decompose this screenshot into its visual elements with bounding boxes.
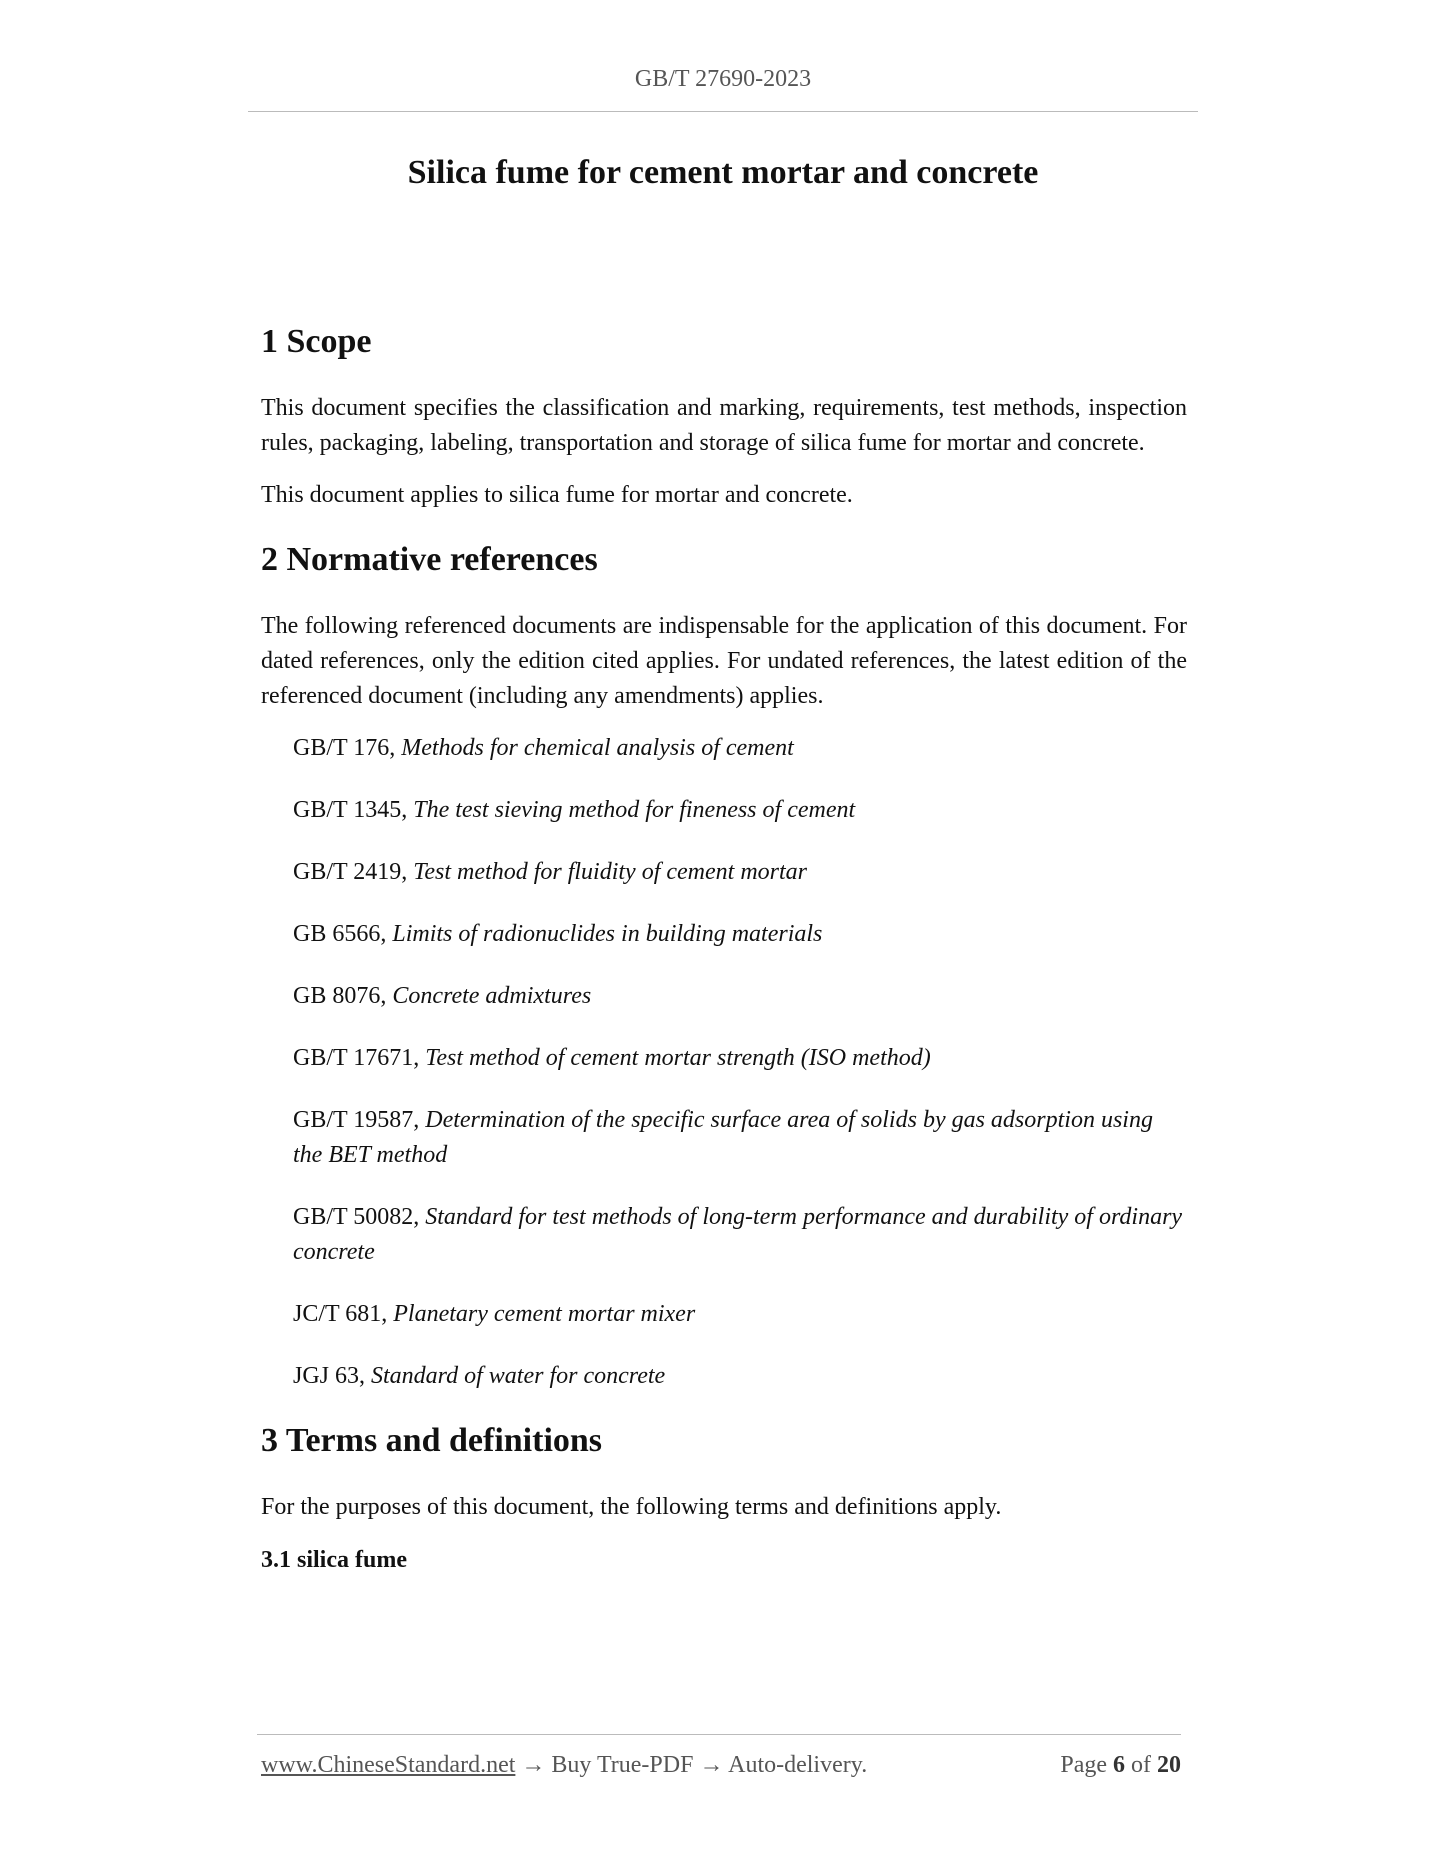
section-heading-terms-and-definitions: 3 Terms and definitions — [261, 1422, 603, 1459]
reference-title: Determination of the specific surface area of solids by gas adsorption using the BET method — [293, 1107, 1153, 1168]
reference-code: GB/T 1345, — [293, 797, 414, 823]
reference-item — [261, 1200, 1187, 1270]
reference-title: Standard for test methods of long-term performance and durability of ordinary concrete — [293, 1204, 1183, 1265]
site-link[interactable]: www.ChineseStandard.net — [261, 1752, 516, 1778]
reference-code: JC/T 681, — [293, 1301, 394, 1327]
reference-list — [261, 731, 1187, 1394]
section-heading-normative-references: 2 Normative references — [261, 541, 598, 578]
reference-title: The test sieving method for fineness of cement — [413, 797, 856, 823]
reference-code: JGJ 63, — [293, 1363, 372, 1389]
section-heading-scope: 1 Scope — [261, 323, 372, 360]
reference-code: GB/T 2419, — [293, 859, 414, 885]
reference-code: GB 6566, — [293, 921, 393, 947]
document-body — [261, 322, 1187, 1576]
reference-item — [261, 1103, 1187, 1173]
reference-title: Limits of radionuclides in building materials — [392, 921, 823, 947]
reference-code: GB 8076, — [293, 983, 393, 1009]
footer-promo-text: → Buy True-PDF → Auto-delivery. — [515, 1752, 868, 1778]
reference-item — [261, 1041, 1187, 1076]
scope-paragraph-2: This document applies to silica fume for mortar and concrete. — [261, 482, 853, 508]
page-indicator — [1060, 1752, 1181, 1779]
scope-paragraph-1: This document specifies the classification and marking, requirements, test methods, inspection rules, packaging, labeling, transportation and storage of silica fume for mortar and concrete. — [261, 395, 1187, 456]
reference-item — [261, 1297, 1187, 1332]
reference-title: Test method of cement mortar strength (ISO method) — [425, 1045, 931, 1071]
page-label: Page — [1060, 1752, 1107, 1778]
reference-title: Standard of water for concrete — [371, 1363, 666, 1389]
reference-item — [261, 1359, 1187, 1394]
reference-item — [261, 917, 1187, 952]
running-header: GB/T 27690-2023 — [634, 66, 812, 92]
total-pages: 20 — [1157, 1752, 1181, 1778]
of-label: of — [1131, 1752, 1151, 1778]
document-title: Silica fume for cement mortar and concrete — [407, 154, 1039, 191]
header-divider — [248, 111, 1198, 112]
term-heading-silica-fume: 3.1 silica fume — [261, 1547, 407, 1573]
page-number: 6 — [1113, 1752, 1125, 1778]
reference-item — [261, 793, 1187, 828]
reference-title: Methods for chemical analysis of cement — [401, 735, 794, 761]
reference-title: Planetary cement mortar mixer — [393, 1301, 696, 1327]
normative-intro-paragraph: The following referenced documents are indispensable for the application of this document. For dated references, only the edition cited applies. For undated references, the latest edition of the referenced document (including any amendments) applies. — [261, 613, 1187, 709]
reference-code: GB/T 176, — [293, 735, 402, 761]
reference-code: GB/T 19587, — [293, 1107, 426, 1133]
reference-title: Concrete admixtures — [392, 983, 592, 1009]
reference-code: GB/T 17671, — [293, 1045, 426, 1071]
terms-intro-paragraph: For the purposes of this document, the following terms and definitions apply. — [261, 1494, 1002, 1520]
reference-title: Test method for fluidity of cement mortar — [413, 859, 807, 885]
footer-divider — [257, 1734, 1181, 1735]
reference-code: GB/T 50082, — [293, 1204, 426, 1230]
reference-item — [261, 979, 1187, 1014]
reference-item — [261, 731, 1187, 766]
page-footer — [261, 1752, 1181, 1779]
reference-item — [261, 855, 1187, 890]
